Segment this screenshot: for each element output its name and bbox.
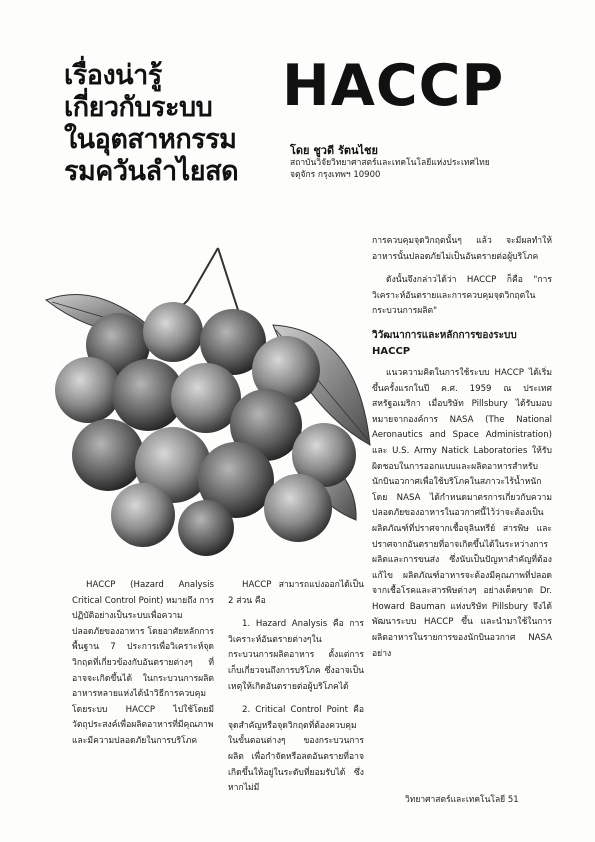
title-line-1: เรื่องน่ารู้	[64, 60, 162, 91]
right-paragraph-1: การควบคุมจุดวิกฤตนั้นๆ แล้ว จะมีผลทำให้อาหารนั้นปลอดภัยไม่เป็นอันตรายต่อผู้บริโภค	[372, 236, 552, 262]
bottom-left-column	[72, 578, 214, 758]
right-paragraph-3: แนวความคิดในการใช้ระบบ HACCP ได้เริ่มขึ้นครั้งแรกในปี ค.ศ. 1959 ณ ประเทศสหรัฐอเมริกา เมื่อบริษัท Pillsbury ได้รับมอบหมายจากองค์การ NASA (The National Aeronautics and Space Administration) และ U.S. Army Natick Laboratories ให้รับผิดชอบในการออกแบบและผลิตอาหารสำหรับนักบินอวกาศเพื่อใช้บริโภคในสภาวะไร้น้ำหนัก โดย NASA ได้กำหนดมาตรการเกี่ยวกับความปลอดภัยของอาหารในอวกาศนี้ไว้ว่าจะต้องเป็นผลิตภัณฑ์ที่ปราศจากเชื้อจุลินทรีย์ สารพิษ และปราศจากอันตรายที่อาจเกิดขึ้นได้ในระหว่างการผลิตและการขนส่ง ซึ่งนับเป็นปัญหาสำคัญที่ต้องแก้ไข ผลิตภัณฑ์อาหารจะต้องมีคุณภาพที่ปลอดจากเชื้อโรคและสารพิษต่างๆ อย่างเด็ดขาด Dr. Howard Bauman แห่งบริษัท Pillsbury จึงได้พัฒนาระบบ HACCP ขึ้น และนำมาใช้ในการผลิตอาหารในรายการของนักบินอวกาศ NASA อย่าง	[372, 367, 552, 659]
article-title-haccp: HACCP	[282, 53, 505, 119]
page-footer: วิทยาศาสตร์และเทคโนโลยี 51	[405, 795, 519, 805]
right-column	[372, 234, 552, 670]
haccp-parts-intro: HACCP สามารถแบ่งออกได้เป็น 2 ส่วน คือ	[228, 580, 364, 606]
longan-photo	[38, 240, 374, 558]
title-line-4: รมควันลำไยสด	[64, 156, 239, 187]
author-byline: โดย ชูวดี รัตนไชย	[290, 144, 378, 157]
right-paragraph-2: ดังนั้นจึงกล่าวได้ว่า HACCP ก็คือ "การวิเคราะห์อันตรายและการควบคุมจุดวิกฤตในกระบวนการผลิต"	[372, 275, 552, 317]
affiliation-line-2: จตุจักร กรุงเทพฯ 10900	[290, 170, 381, 180]
haccp-definition: HACCP (Hazard Analysis Critical Control Point) หมายถึง การปฏิบัติอย่างเป็นระบบเพื่อความปลอดภัยของอาหาร โดยอาศัยหลักการพื้นฐาน 7 ประการเพื่อวิเคราะห์จุดวิกฤตที่เกี่ยวข้องกับอันตรายต่างๆ ที่อาจจะเกิดขึ้นได้ ในกระบวนการผลิตอาหารหลายแห่งได้นำวิธีการควบคุมโดยระบบ HACCP ไปใช้โดยมีวัตถุประสงค์เพื่อผลิตอาหารที่มีคุณภาพและมีความปลอดภัยในการบริโภค	[72, 580, 214, 746]
author-affiliation	[290, 157, 540, 181]
bottom-middle-column	[228, 578, 364, 805]
critical-control-point-item: 2. Critical Control Point คือ จุดสำคัญหรือจุดวิกฤตที่ต้องควบคุมในขั้นตอนต่างๆ ของกระบวนการผลิต เพื่อกำจัดหรือลดอันตรายที่อาจเกิดขึ้นให้อยู่ในระดับที่ยอมรับได้ ซึ่งหากไม่มี	[228, 705, 364, 794]
article-title-thai	[64, 60, 304, 188]
section-heading: วิวัฒนาการและหลักการของระบบ HACCP	[372, 329, 517, 357]
hazard-analysis-item: 1. Hazard Analysis คือ การวิเคราะห์อันตรายต่างๆในกระบวนการผลิตอาหาร ตั้งแต่การเก็บเกี่ยวจนถึงการบริโภค ซึ่งอาจเป็นเหตุให้เกิดอันตรายต่อผู้บริโภคได้	[228, 619, 364, 692]
affiliation-line-1: สถาบันวิจัยวิทยาศาสตร์และเทคโนโลยีแห่งประเทศไทย	[290, 158, 490, 168]
title-line-3: ในอุตสาหกรรม	[64, 124, 237, 155]
title-line-2: เกี่ยวกับระบบ	[64, 92, 213, 123]
